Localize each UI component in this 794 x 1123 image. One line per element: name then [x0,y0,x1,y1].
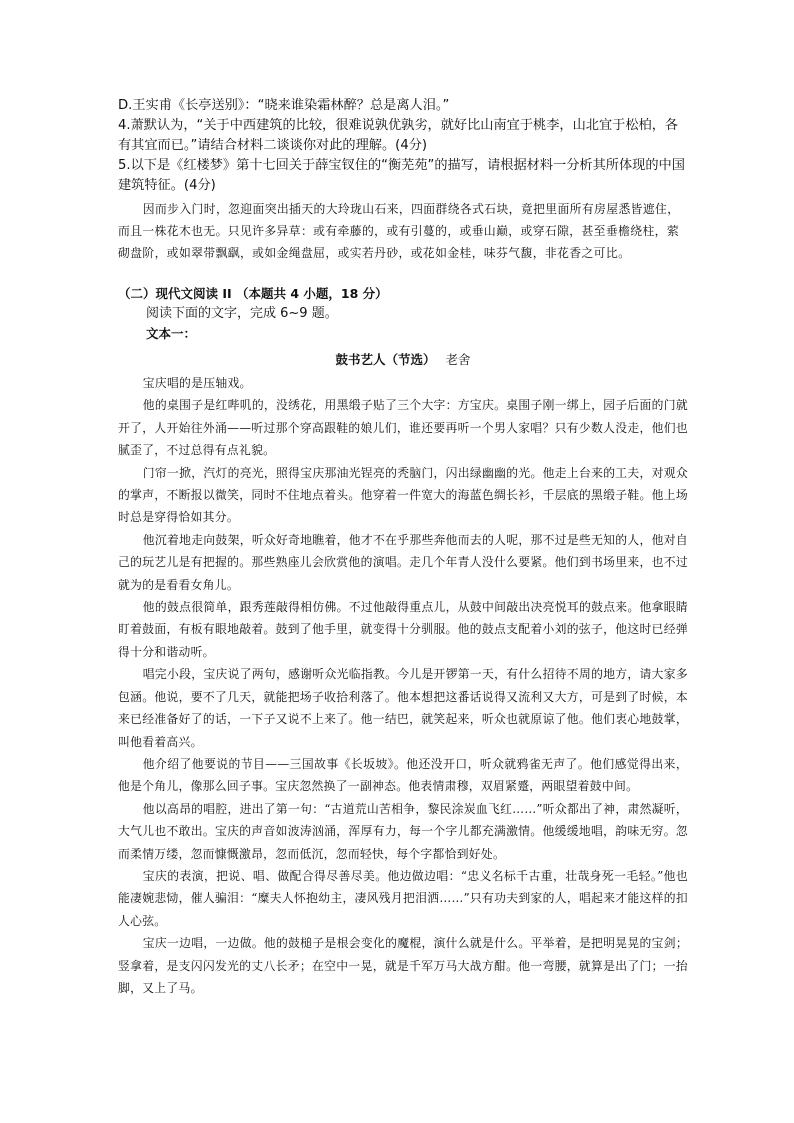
paragraph: 唱完小段，宝庆说了两句，感谢听众光临指教。今儿是开锣第一天，有什么招待不周的地方，请大家多包涵。他说，要不了几天，就能把场子收拾利落了。他本想把这番话说得又流利又大方，可是到了时候，本来已经准备好了的话，一下子又说不上来了。他一结巴，就笑起来，听众也就原谅了他。他们衷心地鼓掌，叫他看着高兴。 [118,667,688,749]
document-page [118,96,688,999]
section-heading: （二）现代文阅读 II （本题共 4 小题，18 分） [118,286,388,301]
question-5: 5.以下是《红楼梦》第十七回关于薛宝钗住的“衡芜苑”的描写，请根据材料一分析其所体现的中国建筑特征。(4分) [118,158,685,193]
question-4: 4.萧默认为，“关于中西建筑的比较，很难说孰优孰劣，就好比山南宜于桃李，山北宜于松柏，各有其宜而已。”请结合材料二谈谈你对此的理解。(4分) [118,118,679,153]
text-label: 文本一： [146,326,197,341]
paragraph: 宝庆唱的是压轴戏。 [142,376,252,390]
paragraph: 他以高昂的唱腔，进出了第一句：“古道荒山苦相争，黎民涂炭血飞红……”听众都出了神，肃然凝听，大气儿也不敢出。宝庆的声音如波涛汹涌，浑厚有力，每一个字儿都充满激情。他缓缓地唱，韵味无穷。忽而柔情万缕，忽而慷慨激昂，忽而低沉，忽而轻快，每个字都恰到好处。 [118,801,688,861]
section-instruction: 阅读下面的文字，完成 6~9 题。 [146,306,338,321]
paragraph: 宝庆的表演，把说、唱、做配合得尽善尽美。他边做边唱：“忠义名标千古重，壮哉身死一毛轻。”他也能凄婉悲恸，催人骗泪：“糜夫人怀抱幼主，凄风残月把泪洒……”只有功夫到家的人，唱起来才能这样的扣人心弦。 [118,868,688,928]
paragraph: 他的鼓点很简单，跟秀莲敲得相仿佛。不过他敲得重点儿，从鼓中间敲出决亮悦耳的鼓点来。他拿眼睛盯着鼓面，有板有眼地敲着。鼓到了他手里，就变得十分驯服。他的鼓点支配着小刘的弦子，他这时已经弹得十分和谐动听。 [118,600,688,659]
question-5-quote: 因而步入门时，忽迎面突出插天的大玲珑山石来，四面群绕各式石块，竟把里面所有房屋悉皆遮住，而且一株花木也无。只见许多异草：或有牵藤的，或有引蔓的，或垂山巅，或穿石隙，甚至垂檐绕柱，萦砌盘阶，或如翠带飘飖，或如金绳盘屈，或实若丹砂，或花如金桂，味芬气馥，非花香之可比。 [118,202,680,260]
paragraph: 宝庆一边唱，一边做。他的鼓槌子是根会变化的魔棍，演什么就是什么。平举着，是把明晃晃的宝剑；竖拿着，是支闪闪发光的丈八长矛；在空中一晃，就是千军万马大战方酣。他一弯腰，就算是出了门；一抬脚，又上了马。 [118,936,688,995]
paragraph: 他介绍了他要说的节目——三国故事《长坂坡》。他还没开口，听众就鸦雀无声了。他们感觉得出来，他是个角儿，像那么回子事。宝庆忽然换了一副神态。他表情肃穆，双眉紧蹙，两眼望着鼓中间。 [118,756,688,794]
article-author: 老舍 [445,352,471,367]
paragraph: 他沉着地走向鼓架，听众好奇地瞧着，他才不在乎那些奔他而去的人呢，那不过是些无知的人，他对自己的玩艺儿是有把握的。那些熟座儿会欣赏他的演唱。走几个年青人没什么要紧。他们到书场里来，也不过就为的是看看女角儿。 [118,532,688,592]
paragraph: 门帘一掀，汽灯的亮光，照得宝庆那油光锃亮的秃脑门，闪出绿幽幽的光。他走上台来的工夫，对观众的掌声，不断报以微笑，同时不住地点着头。他穿着一件宽大的海蓝色绸长衫，千层底的黑缎子鞋。他上场时总是穿得恰如其分。 [118,465,688,525]
question-4-option-d: D.王实甫《长亭送别》：“晓来谁染霜林醉？总是离人泪。” [118,98,450,113]
article-title: 鼓书艺人（节选） [335,352,436,367]
article-title-line [118,350,688,370]
paragraph: 他的桌围子是红哔叽的，没绣花，用黑缎子贴了三个大字：方宝庆。桌围子刚一绑上，园子后面的门就开了，人开始往外涌——听过那个穿高跟鞋的娘儿们，谁还要再听一个男人家唱？只有少数人没走，他们也腻歪了，不过总得有点礼貌。 [118,398,688,458]
